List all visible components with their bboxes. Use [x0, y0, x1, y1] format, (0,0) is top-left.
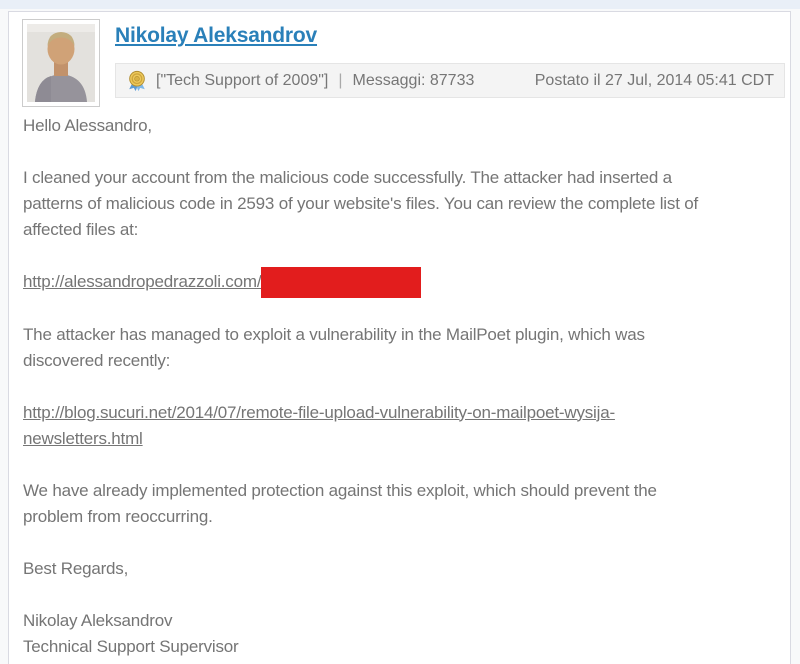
paragraph-cleanup [23, 165, 772, 243]
username-link[interactable]: Nikolay Aleksandrov [115, 24, 318, 47]
paragraph-line: affected files at: [23, 220, 139, 239]
paragraph-line: patterns of malicious code in 2593 of your website's files. You can review the complete list of [23, 194, 699, 213]
award-medal-icon [126, 70, 148, 92]
greeting-line: Hello Alessandro, [23, 116, 152, 135]
closing [23, 556, 772, 582]
signature [23, 608, 772, 660]
sucuri-blog-link-line[interactable]: http://blog.sucuri.net/2014/07/remote-file-upload-vulnerability-on-mailpoet-wysija- [23, 402, 615, 422]
info-bar-left-group [126, 70, 535, 92]
signature-title: Technical Support Supervisor [23, 636, 239, 656]
post-info-bar [115, 63, 785, 98]
paragraph-line: discovered recently: [23, 350, 171, 370]
paragraph-line: problem from reoccurring. [23, 506, 213, 526]
separator: | [338, 71, 343, 89]
closing-line: Best Regards, [23, 558, 129, 578]
paragraph-exploit [23, 322, 772, 374]
avatar [22, 19, 100, 107]
posted-timestamp: Postato il 27 Jul, 2014 05:41 CDT [534, 71, 774, 89]
user-photo-avatar-icon [27, 24, 95, 102]
paragraph-line: We have already implemented protection against this exploit, which should prevent the [23, 480, 657, 500]
affected-files-link-row [23, 269, 772, 296]
forum-post-container [8, 11, 791, 664]
sucuri-blog-link-line[interactable]: newsletters.html [23, 428, 143, 448]
paragraph-protection [23, 478, 772, 530]
greeting [23, 113, 772, 139]
affected-files-link[interactable]: http://alessandropedrazzoli.com/ [23, 272, 262, 291]
badge-label: ["Tech Support of 2009"] [156, 71, 329, 89]
post-body [9, 98, 790, 660]
redaction-overlay [261, 267, 421, 298]
post-header [9, 12, 790, 98]
messages-count: Messaggi: 87733 [352, 71, 475, 89]
paragraph-line: I cleaned your account from the malicious code successfully. The attacker had inserted a [23, 168, 672, 187]
signature-name: Nikolay Aleksandrov [23, 610, 173, 630]
paragraph-line: The attacker has managed to exploit a vulnerability in the MailPoet plugin, which was [23, 324, 645, 344]
sucuri-blog-link[interactable] [23, 400, 772, 452]
page-top-band [0, 0, 800, 9]
